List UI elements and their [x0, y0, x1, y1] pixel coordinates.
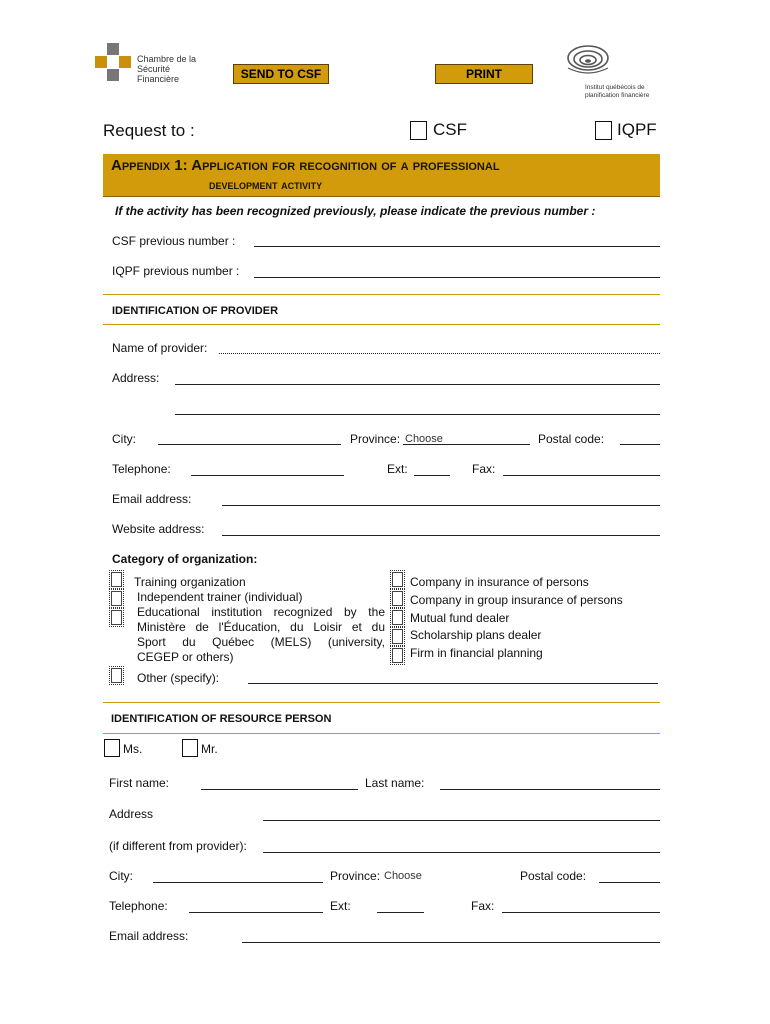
csf-previous-field[interactable] — [254, 246, 660, 247]
insurance-persons-label: Company in insurance of persons — [410, 575, 589, 589]
print-button[interactable]: PRINT — [435, 64, 533, 84]
provider-province-select[interactable]: Choose — [405, 433, 443, 445]
mr-label: Mr. — [201, 742, 218, 756]
provider-rule-top — [103, 294, 660, 295]
training-organization-label: Training organization — [134, 575, 246, 589]
previous-intro: If the activity has been recognized previously, please indicate the previous number : — [115, 204, 596, 218]
mr-checkbox[interactable] — [182, 739, 198, 757]
appendix-title-line-2: development activity — [209, 177, 323, 192]
resource-if-different-label: (if different from provider): — [109, 839, 247, 853]
provider-section-title: IDENTIFICATION OF PROVIDER — [112, 305, 279, 317]
first-name-label: First name: — [109, 776, 170, 790]
group-insurance-checkbox[interactable] — [390, 589, 405, 608]
csf-logo — [95, 43, 131, 81]
iqpf-logo-icon — [566, 44, 610, 80]
provider-city-label: City: — [112, 432, 136, 446]
resource-postal-label: Postal code: — [520, 869, 587, 883]
training-organization-checkbox[interactable] — [109, 570, 124, 589]
last-name-label: Last name: — [365, 776, 425, 790]
resource-city-field[interactable] — [153, 882, 323, 883]
last-name-field[interactable] — [440, 789, 660, 790]
iqpf-checkbox[interactable] — [595, 121, 612, 140]
resource-ext-label: Ext: — [330, 899, 351, 913]
request-label: Request to : — [103, 121, 195, 140]
resource-address-field-1[interactable] — [263, 820, 660, 821]
educational-line-2: Ministère de l'Éducation, du Loisir et du — [137, 620, 385, 634]
provider-postal-label: Postal code: — [538, 432, 605, 446]
provider-postal-field[interactable] — [620, 444, 660, 445]
resource-fax-label: Fax: — [471, 899, 495, 913]
iqpf-previous-field[interactable] — [254, 277, 660, 278]
educational-line-1: Educational institution recognized by the — [137, 605, 385, 619]
provider-website-label: Website address: — [112, 522, 205, 536]
iqpf-logo-line-2: planification financière — [585, 92, 650, 99]
resource-province-label: Province: — [330, 869, 381, 883]
educational-line-4: CEGEP or others) — [137, 650, 234, 664]
independent-trainer-checkbox[interactable] — [109, 589, 124, 608]
provider-name-field[interactable] — [219, 353, 660, 354]
ms-label: Ms. — [123, 742, 143, 756]
csf-logo-text — [137, 54, 196, 84]
csf-option-label: CSF — [433, 120, 467, 139]
provider-ext-field[interactable] — [414, 475, 450, 476]
iqpf-option-label: IQPF — [617, 120, 657, 139]
resource-ext-field[interactable] — [377, 912, 424, 913]
resource-postal-field[interactable] — [599, 882, 660, 883]
resource-address-field-2[interactable] — [263, 852, 660, 853]
provider-fax-label: Fax: — [472, 462, 496, 476]
resource-section-title: IDENTIFICATION OF RESOURCE PERSON — [111, 713, 332, 725]
provider-fax-field[interactable] — [503, 475, 660, 476]
resource-telephone-field[interactable] — [189, 912, 323, 913]
resource-rule-bottom — [103, 733, 660, 734]
iqpf-logo — [566, 44, 610, 80]
resource-city-label: City: — [109, 869, 133, 883]
provider-telephone-field[interactable] — [191, 475, 344, 476]
resource-province-select[interactable]: Choose — [384, 870, 422, 882]
csf-previous-label: CSF previous number : — [112, 234, 236, 248]
educational-institution-checkbox[interactable] — [109, 608, 124, 627]
iqpf-logo-text — [585, 84, 649, 100]
provider-rule-bottom — [103, 324, 660, 325]
resource-fax-field[interactable] — [502, 912, 660, 913]
csf-checkbox[interactable] — [410, 121, 427, 140]
csf-logo-line-3: Financière — [137, 74, 180, 84]
mutual-fund-checkbox[interactable] — [390, 608, 405, 627]
csf-logo-line-1: Chambre de la — [137, 54, 197, 64]
provider-address-label: Address: — [112, 371, 160, 385]
resource-address-label: Address — [109, 807, 154, 821]
category-title: Category of organization: — [112, 552, 258, 566]
group-insurance-label: Company in group insurance of persons — [410, 593, 623, 607]
provider-website-field[interactable] — [222, 535, 660, 536]
resource-email-label: Email address: — [109, 929, 189, 943]
provider-email-label: Email address: — [112, 492, 192, 506]
send-to-csf-button[interactable]: SEND TO CSF — [233, 64, 329, 84]
provider-name-label: Name of provider: — [112, 341, 208, 355]
iqpf-previous-label: IQPF previous number : — [112, 264, 240, 278]
resource-telephone-label: Telephone: — [109, 899, 168, 913]
provider-email-field[interactable] — [222, 505, 660, 506]
other-category-label: Other (specify): — [137, 671, 220, 685]
provider-ext-label: Ext: — [387, 462, 408, 476]
ms-checkbox[interactable] — [104, 739, 120, 757]
appendix-title-line-1: Appendix 1: Application for recognition of a professional — [111, 157, 500, 174]
provider-address-field-1[interactable] — [175, 384, 660, 385]
scholarship-plans-checkbox[interactable] — [390, 627, 405, 646]
provider-province-underline — [403, 444, 530, 445]
provider-city-field[interactable] — [158, 444, 341, 445]
iqpf-logo-line-1: Institut québécois de — [585, 84, 645, 91]
mutual-fund-label: Mutual fund dealer — [410, 611, 510, 625]
first-name-field[interactable] — [201, 789, 358, 790]
financial-planning-checkbox[interactable] — [390, 646, 405, 665]
resource-email-field[interactable] — [242, 942, 660, 943]
financial-planning-label: Firm in financial planning — [410, 646, 543, 660]
independent-trainer-label: Independent trainer (individual) — [137, 590, 303, 604]
csf-logo-mark — [95, 43, 131, 81]
resource-rule-top — [103, 702, 660, 703]
csf-logo-line-2: Sécurité — [137, 64, 171, 74]
insurance-persons-checkbox[interactable] — [390, 570, 405, 589]
provider-province-label: Province: — [350, 432, 401, 446]
provider-telephone-label: Telephone: — [112, 462, 171, 476]
scholarship-plans-label: Scholarship plans dealer — [410, 628, 542, 642]
other-category-checkbox[interactable] — [109, 666, 124, 685]
educational-line-3: Sport du Québec (MELS) (university, — [137, 635, 385, 649]
other-category-field[interactable] — [248, 683, 658, 684]
provider-address-field-2[interactable] — [175, 414, 660, 415]
